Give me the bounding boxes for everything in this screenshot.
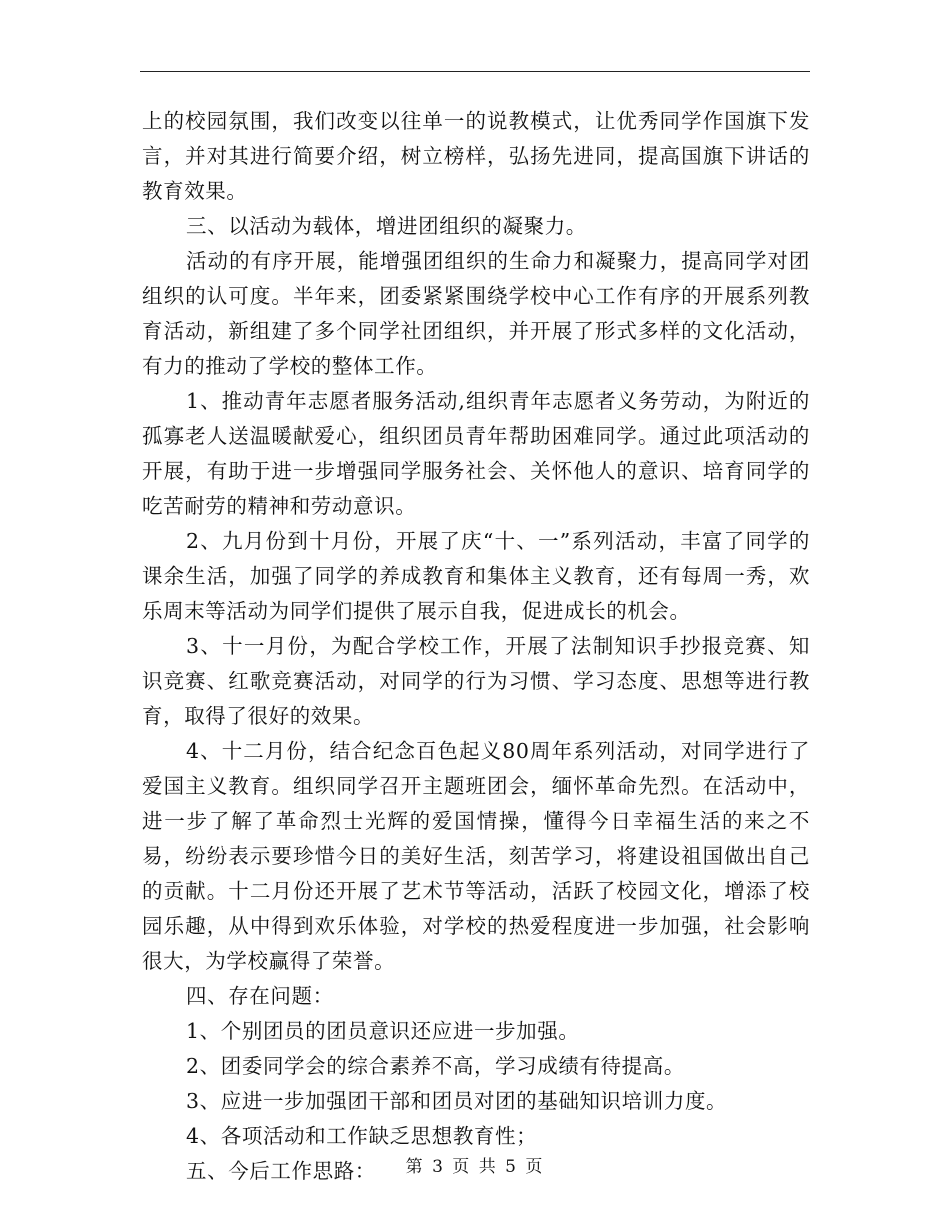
paragraph: 活动的有序开展，能增强团组织的生命力和凝聚力，提高同学对团组织的认可度。半年来，团委紧紧围绕学校中心工作有序的开展系列教育活动，新组建了多个同学社团组织，并开展了形式多样的文化活动，有力的推动了学校的整体工作。 xyxy=(142,249,810,378)
section-heading: 三、以活动为载体，增进团组织的凝聚力。 xyxy=(186,214,587,238)
list-item: 3、十一月份，为配合学校工作，开展了法制知识手抄报竞赛、知识竞赛、红歌竞赛活动，对同学的行为习惯、学习态度、思想等进行教育，取得了很好的效果。 xyxy=(142,634,810,728)
paragraph: 上的校园氛围，我们改变以往单一的说教模式，让优秀同学作国旗下发言，并对其进行简要介绍，树立榜样，弘扬先进同，提高国旗下讲话的教育效果。 xyxy=(142,109,810,203)
section-heading: 五、今后工作思路： xyxy=(186,1159,376,1183)
list-item: 1、个别团员的团员意识还应进一步加强。 xyxy=(186,1019,580,1043)
section-heading: 四、存在问题： xyxy=(186,984,334,1008)
list-item: 1、推动青年志愿者服务活动,组织青年志愿者义务劳动，为附近的孤寡老人送温暖献爱心，组织团员青年帮助困难同学。通过此项活动的开展，有助于进一步增强同学服务社会、关怀他人的意识、培育同学的吃苦耐劳的精神和劳动意识。 xyxy=(142,389,810,518)
document-body xyxy=(142,104,810,1189)
header-rule xyxy=(140,71,810,72)
page-number: 第 3 页 共 5 页 xyxy=(405,1157,545,1177)
list-item: 4、十二月份，结合纪念百色起义80周年系列活动，对同学进行了爱国主义教育。组织同学召开主题班团会，缅怀革命先烈。在活动中，进一步了解了革命烈士光辉的爱国情操，懂得今日幸福生活的来之不易，纷纷表示要珍惜今日的美好生活，刻苦学习，将建设祖国做出自己的贡献。十二月份还开展了艺术节等活动，活跃了校园文化，增添了校园乐趣，从中得到欢乐体验，对学校的热爱程度进一步加强，社会影响很大，为学校赢得了荣誉。 xyxy=(142,739,810,973)
list-item: 2、九月份到十月份，开展了庆“十、一”系列活动，丰富了同学的课余生活，加强了同学的养成教育和集体主义教育，还有每周一秀，欢乐周末等活动为同学们提供了展示自我，促进成长的机会。 xyxy=(142,529,810,623)
list-item: 4、各项活动和工作缺乏思想教育性； xyxy=(186,1124,538,1148)
list-item: 2、团委同学会的综合素养不高，学习成绩有待提高。 xyxy=(186,1054,685,1078)
list-item: 3、应进一步加强团干部和团员对团的基础知识培训力度。 xyxy=(186,1089,728,1113)
